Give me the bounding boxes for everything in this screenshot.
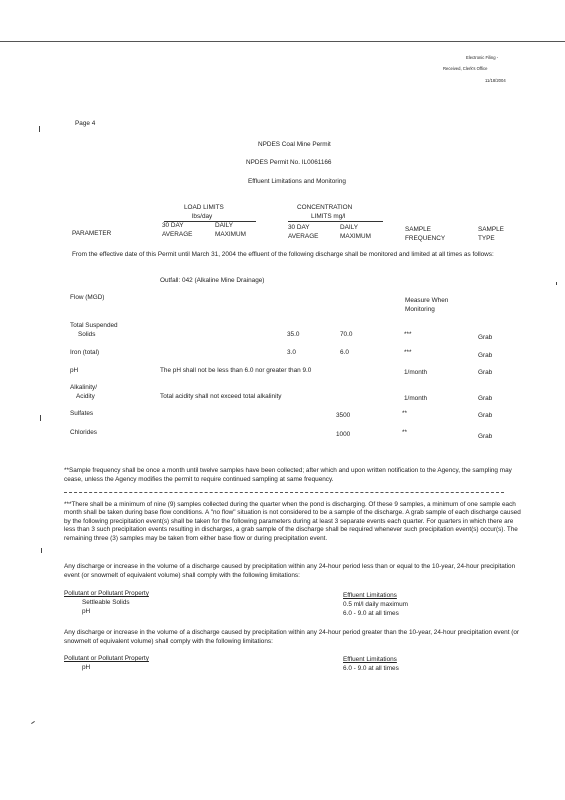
row-iron-30day-avg: 3.0 <box>287 349 296 356</box>
filing-stamp-line-2: Received, Clerk's Office <box>443 66 488 71</box>
page-label: Page 4 <box>75 120 96 127</box>
limits1-row2-pollutant: pH <box>82 608 91 615</box>
row-tss-type: Grab <box>478 334 493 341</box>
sample-frequency-note: **Sample frequency shall be once a month until twelve samples have been collected; after which and upon written notification to the Agency, the sampling may cease, unless the Agency modifies the permit to require continued sampling at same frequency. <box>64 467 512 483</box>
limits1-pollutant-heading: Pollutant or Pollutant Property <box>64 590 149 597</box>
row-alkalinity-parameter-b: Acidity <box>76 393 95 400</box>
row-tss-30day-avg: 35.0 <box>287 331 300 338</box>
row-iron-frequency: *** <box>404 349 412 356</box>
row-alkalinity-type: Grab <box>478 395 493 402</box>
row-sulfates-type: Grab <box>478 412 493 419</box>
row-sulfates-frequency: ** <box>402 410 407 417</box>
header-parameter: PARAMETER <box>72 230 112 237</box>
scan-top-edge <box>0 41 565 42</box>
row-ph-type: Grab <box>478 369 493 376</box>
nine-samples-note: ***There shall be a minimum of nine (9) samples collected during the quarter when the pond is discharging. Of these 9 samples, a minimum of one sample each month shall be taken during base flow conditions. A "no flow" situation is not considered to be a sample of the discharge. A grab sample of each discharge caused by the following precipitation event(s) shall be taken for the following parameters during at least 3 separate events each quarter. For quarters in which there are less than 3 such precipitation events resulting in discharges, a grab sample of the discharge shall be required whenever such precipitation event(s) occur(s). The remaining three (3) samples may be taken from either base flow or during precipitation event. <box>64 501 521 542</box>
row-tss-daily-max: 70.0 <box>340 331 353 338</box>
note-separator-rule <box>64 492 504 493</box>
scan-speck <box>41 548 42 553</box>
header-30day-conc-b: AVERAGE <box>288 233 319 240</box>
row-flow-parameter: Flow (MGD) <box>70 294 105 301</box>
row-chlorides-parameter: Chlorides <box>70 429 97 436</box>
row-sulfates-daily-max: 3500 <box>336 412 351 419</box>
limits1-effluent-heading: Effluent Limitations <box>343 592 397 599</box>
header-daily-load-b: MAXIMUM <box>215 231 246 238</box>
header-sample-frequency-b: FREQUENCY <box>405 235 446 242</box>
row-ph-frequency: 1/month <box>404 369 428 376</box>
outfall-label: Outfall: 042 (Alkaline Mine Drainage) <box>160 277 265 284</box>
scan-speck <box>40 415 41 421</box>
limits2-row1-pollutant: pH <box>82 664 91 671</box>
ten-year-event-paragraph: Any discharge or increase in the volume of a discharge caused by precipitation within any 24-hour period less than or equal to the 10-year, 24-hour precipitation event (or snowmelt of equivalent volume) shall comply with the following limitations: <box>64 563 516 579</box>
row-iron-daily-max: 6.0 <box>340 349 349 356</box>
row-chlorides-daily-max: 1000 <box>336 431 351 438</box>
limits1-row2-limit: 6.0 - 9.0 at all times <box>343 610 399 617</box>
row-tss-parameter-a: Total Suspended <box>70 322 118 329</box>
header-concentration-rule <box>288 221 383 222</box>
row-sulfates-parameter: Sulfates <box>70 410 94 417</box>
document-title: NPDES Coal Mine Permit <box>258 141 331 148</box>
filing-stamp-date: 11/18/2004 <box>485 78 506 83</box>
header-load-limits: LOAD LIMITS <box>184 204 224 211</box>
limits2-pollutant-heading: Pollutant or Pollutant Property <box>64 655 149 662</box>
effective-date-paragraph: From the effective date of this Permit until March 31, 2004 the effluent of the following discharge shall be monitored and limited at all times as follows: <box>72 251 494 258</box>
header-30day-load-b: AVERAGE <box>162 231 193 238</box>
document-subtitle: Effluent Limitations and Monitoring <box>248 178 346 185</box>
filing-stamp-line-1: Electronic Filing - <box>466 55 499 60</box>
row-ph-limit-text: The pH shall not be less than 6.0 nor greater than 9.0 <box>160 367 312 374</box>
limits2-row1-limit: 6.0 - 9.0 at all times <box>343 665 399 672</box>
row-ph-parameter: pH <box>70 367 79 374</box>
row-chlorides-type: Grab <box>478 433 493 440</box>
header-daily-load-a: DAILY <box>215 222 233 229</box>
limits1-row1-limit: 0.5 ml/l daily maximum <box>343 601 408 608</box>
row-chlorides-frequency: ** <box>402 429 407 436</box>
row-flow-frequency-a: Measure When <box>405 297 449 304</box>
scan-speck <box>556 282 557 285</box>
limits1-row1-pollutant: Settleable Solids <box>82 599 130 606</box>
limits2-effluent-heading: Effluent Limitations <box>343 656 397 663</box>
row-alkalinity-frequency: 1/month <box>404 395 428 402</box>
row-alkalinity-limit-text: Total acidity shall not exceed total alkalinity <box>160 393 282 400</box>
header-concentration: CONCENTRATION <box>297 204 353 211</box>
row-iron-parameter: Iron (total) <box>70 349 100 356</box>
header-sample-type-b: TYPE <box>478 235 495 242</box>
row-alkalinity-parameter-a: Alkalinity/ <box>70 384 97 391</box>
header-sample-frequency-a: SAMPLE <box>405 226 431 233</box>
row-flow-frequency-b: Monitoring <box>405 306 435 313</box>
header-daily-conc-b: MAXIMUM <box>340 233 371 240</box>
header-sample-type-a: SAMPLE <box>478 226 504 233</box>
header-daily-conc-a: DAILY <box>340 224 358 231</box>
greater-than-ten-year-paragraph: Any discharge or increase in the volume of a discharge caused by precipitation within any 24-hour period greater than the 10-year, 24-hour precipitation event (or snowmelt of equivalent volume) shall comply with the following limitations: <box>64 629 520 645</box>
header-load-units: lbs/day <box>192 213 213 220</box>
permit-number: NPDES Permit No. IL0061166 <box>246 159 332 166</box>
row-iron-type: Grab <box>478 352 493 359</box>
header-30day-load-a: 30 DAY <box>162 222 184 229</box>
header-30day-conc-a: 30 DAY <box>288 224 310 231</box>
scan-speck <box>39 126 40 132</box>
row-tss-parameter-b: Solids <box>78 331 96 338</box>
row-tss-frequency: *** <box>404 331 412 338</box>
scan-speck <box>31 721 35 724</box>
header-concentration-units: LIMITS mg/l <box>311 213 346 220</box>
